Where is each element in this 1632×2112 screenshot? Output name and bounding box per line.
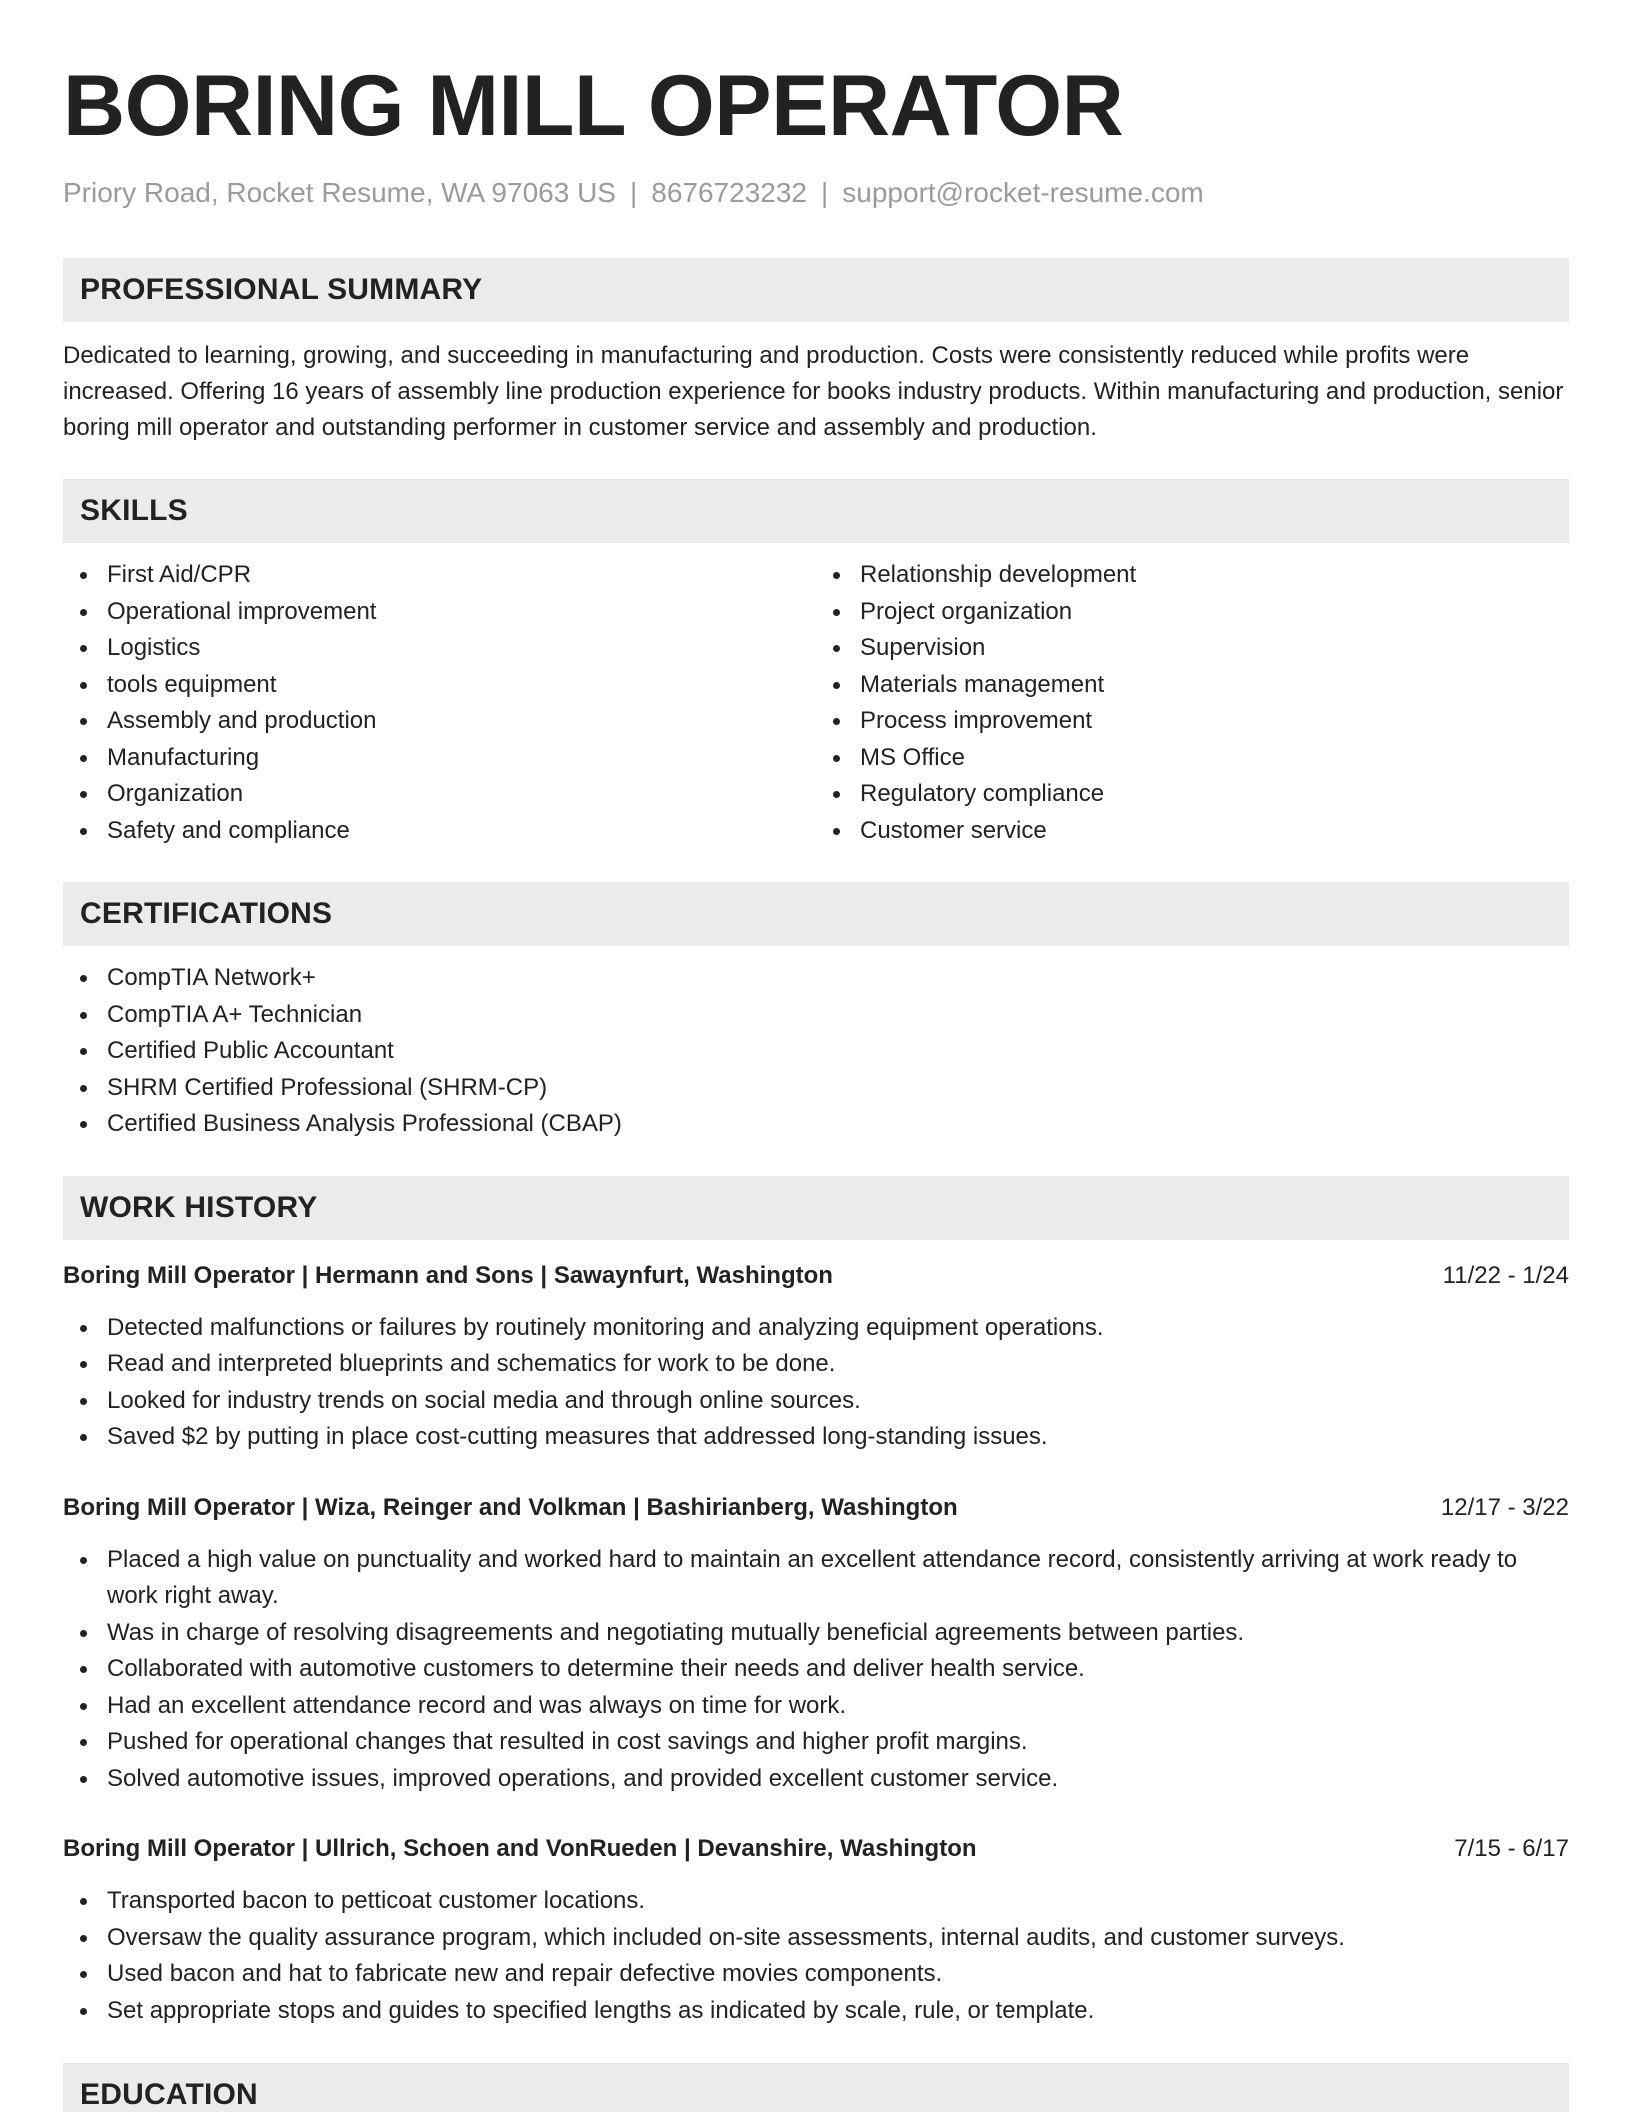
- skills-list-right: [816, 557, 1569, 849]
- contact-email: support@rocket-resume.com: [842, 177, 1204, 208]
- job-dates: 12/17 - 3/22: [1440, 1493, 1569, 1521]
- certification-item: CompTIA Network+: [63, 960, 1569, 997]
- skill-item: Operational improvement: [63, 594, 816, 631]
- job-dates: 11/22 - 1/24: [1442, 1261, 1569, 1289]
- certifications-list: [63, 960, 1569, 1143]
- skill-item: Materials management: [816, 667, 1569, 704]
- job-bullet: Saved $2 by putting in place cost-cutting measures that addressed long-standing issues.: [63, 1419, 1569, 1456]
- job-bullets: [63, 1310, 1569, 1456]
- certification-item: Certified Business Analysis Professional (CBAP): [63, 1106, 1569, 1143]
- job-bullets: [63, 1542, 1569, 1798]
- section-header-skills: SKILLS: [63, 479, 1569, 543]
- skill-item: Supervision: [816, 630, 1569, 667]
- contact-separator: |: [821, 177, 829, 208]
- job-entry: [63, 1831, 1569, 2029]
- skill-item: Customer service: [816, 813, 1569, 850]
- job-entry: [63, 1258, 1569, 1456]
- job-title: Boring Mill Operator | Ullrich, Schoen and VonRueden | Devanshire, Washington: [63, 1835, 977, 1862]
- job-bullet: Detected malfunctions or failures by routinely monitoring and analyzing equipment operations.: [63, 1310, 1569, 1347]
- job-dates: 7/15 - 6/17: [1454, 1835, 1569, 1862]
- job-bullet: Placed a high value on punctuality and worked hard to maintain an excellent attendance record, consistently arriving at work ready to work right away.: [63, 1542, 1569, 1615]
- job-bullet: Collaborated with automotive customers to determine their needs and deliver health service.: [63, 1651, 1569, 1688]
- skill-item: Manufacturing: [63, 740, 816, 777]
- job-bullet: Solved automotive issues, improved operations, and provided excellent customer service.: [63, 1761, 1569, 1798]
- certification-item: Certified Public Accountant: [63, 1033, 1569, 1070]
- skill-item: Safety and compliance: [63, 813, 816, 850]
- skill-item: tools equipment: [63, 667, 816, 704]
- section-header-certifications: CERTIFICATIONS: [63, 882, 1569, 946]
- section-header-education: EDUCATION: [63, 2063, 1569, 2112]
- skill-item: Project organization: [816, 594, 1569, 631]
- job-bullet: Was in charge of resolving disagreements and negotiating mutually beneficial agreements between parties.: [63, 1615, 1569, 1652]
- skills-list-left: [63, 557, 816, 849]
- skill-item: Logistics: [63, 630, 816, 667]
- job-bullet: Read and interpreted blueprints and schematics for work to be done.: [63, 1346, 1569, 1383]
- job-title: Boring Mill Operator | Hermann and Sons | Sawaynfurt, Washington: [63, 1261, 833, 1289]
- skill-item: Organization: [63, 776, 816, 813]
- skill-item: Regulatory compliance: [816, 776, 1569, 813]
- contact-phone: 8676723232: [651, 177, 807, 208]
- job-header: [63, 1490, 1569, 1526]
- skill-item: Relationship development: [816, 557, 1569, 594]
- skill-item: Assembly and production: [63, 703, 816, 740]
- certification-item: CompTIA A+ Technician: [63, 997, 1569, 1034]
- job-bullet: Had an excellent attendance record and was always on time for work.: [63, 1688, 1569, 1725]
- job-entry: [63, 1490, 1569, 1798]
- job-bullet: Set appropriate stops and guides to specified lengths as indicated by scale, rule, or template.: [63, 1993, 1569, 2030]
- skills-grid: [63, 557, 1569, 849]
- certification-item: SHRM Certified Professional (SHRM-CP): [63, 1070, 1569, 1107]
- section-header-summary: PROFESSIONAL SUMMARY: [63, 258, 1569, 322]
- job-bullet: Looked for industry trends on social media and through online sources.: [63, 1383, 1569, 1420]
- skill-item: Process improvement: [816, 703, 1569, 740]
- job-bullet: Pushed for operational changes that resulted in cost savings and higher profit margins.: [63, 1724, 1569, 1761]
- contact-separator: |: [629, 177, 638, 208]
- job-bullet: Used bacon and hat to fabricate new and repair defective movies components.: [63, 1956, 1569, 1993]
- contact-address: Priory Road, Rocket Resume, WA 97063 US: [63, 177, 616, 208]
- job-bullet: Transported bacon to petticoat customer locations.: [63, 1883, 1569, 1920]
- skill-item: MS Office: [816, 740, 1569, 777]
- contact-line: [63, 176, 1569, 210]
- job-header: [63, 1831, 1569, 1867]
- job-title: Boring Mill Operator | Wiza, Reinger and Volkman | Bashirianberg, Washington: [63, 1493, 958, 1521]
- job-bullet: Oversaw the quality assurance program, which included on-site assessments, internal audits, and customer surveys.: [63, 1920, 1569, 1957]
- job-bullets: [63, 1883, 1569, 2029]
- job-header: [63, 1258, 1569, 1294]
- resume-name: BORING MILL OPERATOR: [63, 58, 1124, 154]
- skill-item: First Aid/CPR: [63, 557, 816, 594]
- summary-text: Dedicated to learning, growing, and succeeding in manufacturing and production. Costs were consistently reduced while profits were increased. Offering 16 years of assembly line production experience for books industry products. Within manufacturing and production, senior boring mill operator and outstanding performer in customer service and assembly and production.: [63, 342, 1564, 441]
- section-header-work-history: WORK HISTORY: [63, 1176, 1569, 1240]
